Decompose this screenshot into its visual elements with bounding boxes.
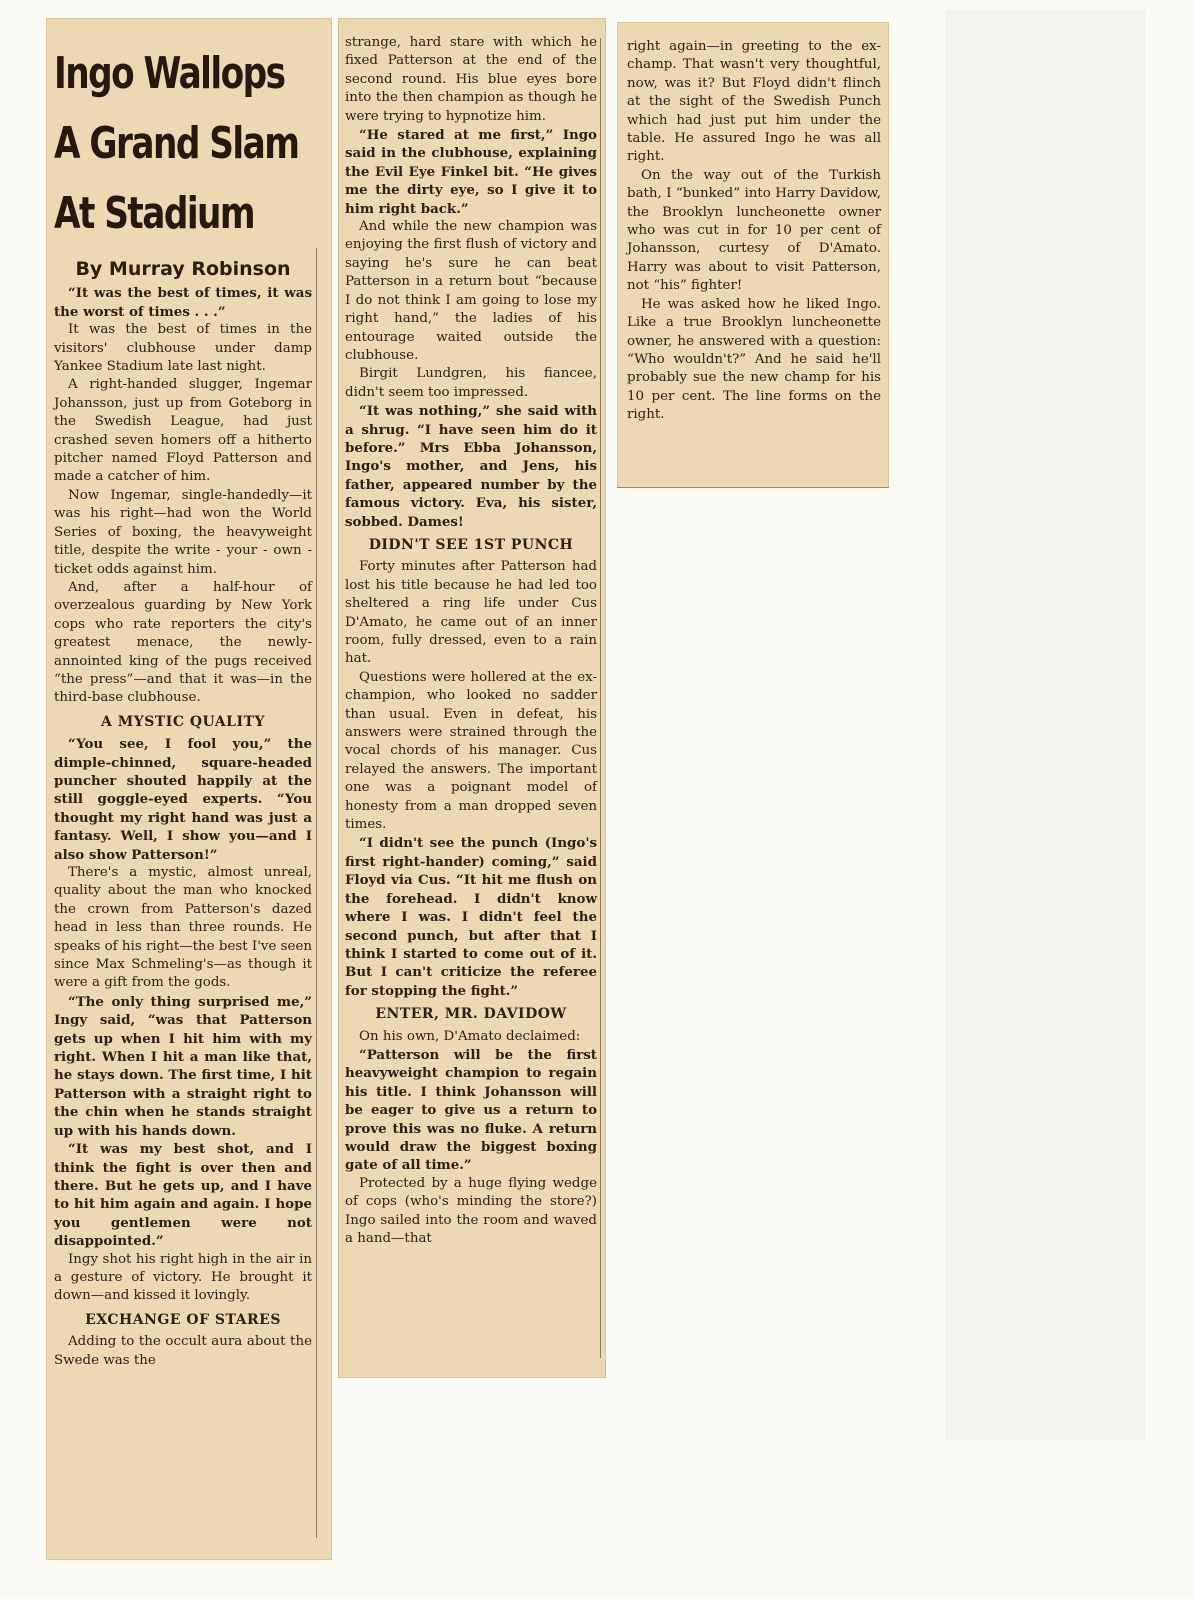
paragraph: right again—in greeting to the ex-champ. That wasn't very thoughtful, now, was it? But Floyd didn't flinch at the sight of the Swedish Punch which had just put him under the table. He assured Ingo he was all right. bbox=[627, 39, 881, 165]
paragraph: And while the new champion was enjoying the first flush of victory and saying he's sure he can beat Patterson in a return bout “because I do not think I am going to lose my right hand,” the ladies of his entourage waited outside the clubhouse. bbox=[345, 219, 597, 363]
paragraph: There's a mystic, almost unreal, quality about the man who knocked the crown from Patterson's dazed head in less than three rounds. He speaks of his right—the best I've seen since Max Schmeling's—as though it were a gift from the gods. bbox=[54, 865, 312, 991]
paragraph: “Patterson will be the first heavyweight champion to regain his title. I think Johansson will be eager to give us a return to prove this was no fluke. A return would draw the biggest boxing gate of all time.” bbox=[345, 1046, 597, 1174]
paragraph: “It was nothing,” she said with a shrug. “I have seen him do it before.” Mrs Ebba Johansson, Ingo's mother, and Jens, his father, appeared number by the famous victory. Eva, his sister, sobbed. Dames! bbox=[345, 403, 597, 530]
paragraph: A right-handed slugger, Ingemar Johansson, just up from Goteborg in the Swedish League, had just crashed seven homers off a hitherto pitcher named Floyd Patterson and made a catcher of him. bbox=[54, 377, 312, 485]
headline-line-3: At Stadium bbox=[54, 188, 255, 239]
column-rule bbox=[316, 248, 317, 1538]
subheading: ENTER, MR. DAVIDOW bbox=[375, 1006, 567, 1023]
paragraph: “It was the best of times, it was the worst of times . . .” bbox=[54, 285, 312, 320]
clipping-column-1 bbox=[46, 18, 332, 1560]
paragraph: “He stared at me first,” Ingo said in the clubhouse, explaining the Evil Eye Finkel bit. “He gives me the dirty eye, so I give it to him right back.” bbox=[345, 127, 597, 217]
paragraph: “It was my best shot, and I think the fight is over then and there. But he gets up, and I have to hit him again and again. I hope you gentlemen were not disappointed.” bbox=[54, 1141, 312, 1250]
subheading: A MYSTIC QUALITY bbox=[101, 713, 265, 730]
paragraph: On his own, D'Amato declaimed: bbox=[359, 1028, 581, 1044]
subheading: DIDN'T SEE 1ST PUNCH bbox=[368, 536, 574, 553]
paragraph: Questions were hollered at the ex-champion, who looked no sadder than usual. Even in defeat, his answers were strained through the vocal chords of his manager. Cus relayed the answers. The important one was a poignant model of honesty from a man dropped seven times. bbox=[345, 669, 597, 833]
paragraph: Adding to the occult aura about the Swede was the bbox=[54, 1334, 312, 1368]
article-column-2-body bbox=[345, 34, 597, 1248]
clipping-column-3 bbox=[617, 22, 889, 488]
paragraph: He was asked how he liked Ingo. Like a true Brooklyn luncheonette owner, he answered with a question: “Who wouldn't?” And he said he'll probably sue the new champ for his 10 per cent. The line forms on the right. bbox=[627, 296, 881, 423]
paragraph: “You see, I fool you,” the dimple-chinned, square-headed puncher shouted happily at the still goggle-eyed experts. “You thought my right hand was just a fantasy. Well, I show you—and I also show Patterson!” bbox=[54, 736, 312, 863]
column-rule bbox=[600, 38, 601, 1358]
paragraph: Birgit Lundgren, his fiancee, didn't seem too impressed. bbox=[345, 366, 597, 400]
paragraph: It was the best of times in the visitors' clubhouse under damp Yankee Stadium late last night. bbox=[54, 322, 312, 375]
headline-line-2: A Grand Slam bbox=[54, 118, 299, 169]
paragraph: On the way out of the Turkish bath, I “bunked” into Harry Davidow, the Brooklyn luncheonette owner who was cut in for 10 per cent of Johansson, curtesy of D'Amato. Harry was about to visit Patterson, not “his” fighter! bbox=[627, 167, 881, 294]
article-column-1-body bbox=[54, 284, 312, 1370]
headline bbox=[54, 38, 312, 250]
subheading: EXCHANGE OF STARES bbox=[85, 1311, 281, 1328]
clipping-column-2 bbox=[338, 18, 606, 1378]
paragraph: “The only thing surprised me,” Ingy said, “was that Patterson gets up when I hit him with my right. When I hit a man like that, he stays down. The first time, I hit Patterson with a straight right to the chin when he stands straight up with his hands down. bbox=[54, 993, 312, 1139]
paragraph: Protected by a huge flying wedge of cops (who's minding the store?) Ingo sailed into the room and waved a hand—that bbox=[345, 1175, 597, 1246]
headline-line-1: Ingo Wallops bbox=[54, 48, 285, 99]
paragraph: “I didn't see the punch (Ingo's first right-hander) coming,” said Floyd via Cus. “It hit me flush on the forehead. I didn't know where I was. I didn't feel the second punch, but after that I think I started to come out of it. But I can't criticize the referee for stopping the fight.” bbox=[345, 835, 597, 999]
article-column-3-body bbox=[627, 38, 881, 425]
byline: By Murray Robinson bbox=[75, 258, 291, 280]
paragraph: Forty minutes after Patterson had lost his title because he had led too sheltered a ring life under Cus D'Amato, he came out of an inner room, fully dressed, even to a rain hat. bbox=[345, 559, 597, 667]
page-backdrop bbox=[945, 10, 1145, 1440]
paragraph: Ingy shot his right high in the air in a gesture of victory. He brought it down—and kissed it lovingly. bbox=[54, 1251, 312, 1304]
paragraph: And, after a half-hour of overzealous guarding by New York cops who rate reporters the city's greatest menace, the newly-annointed king of the pugs received “the press”—and that it was—in the third-base clubhouse. bbox=[54, 579, 312, 706]
cut-edge bbox=[617, 487, 889, 488]
paragraph: Now Ingemar, single-handedly—it was his right—had won the World Series of boxing, the heavyweight title, despite the write - your - own - ticket odds against him. bbox=[54, 487, 312, 577]
paragraph: strange, hard stare with which he fixed Patterson at the end of the second round. His blue eyes bore into the then champion as though he were trying to hypnotize him. bbox=[345, 35, 597, 124]
